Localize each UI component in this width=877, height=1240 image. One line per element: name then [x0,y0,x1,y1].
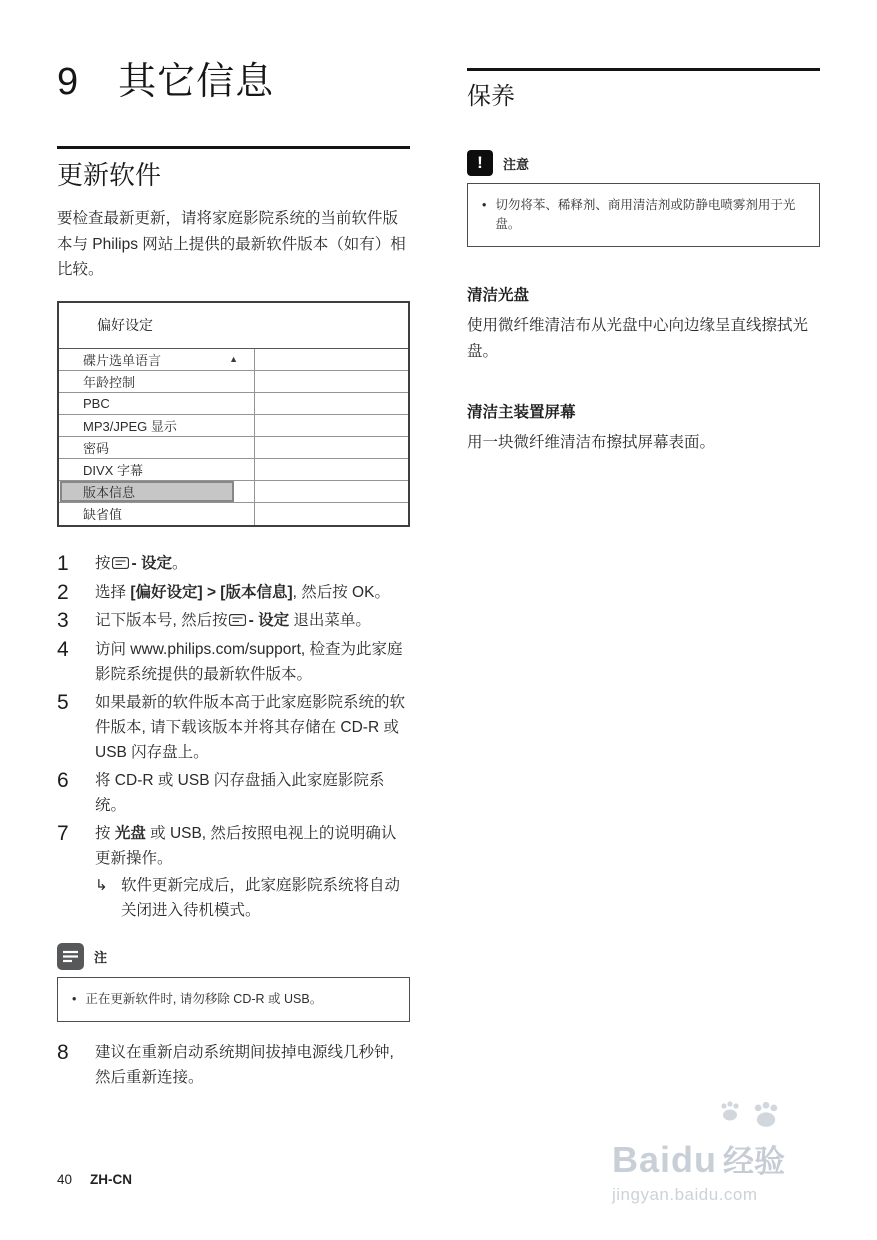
text-clean-screen: 用一块微纤维清洁布擦拭屏幕表面。 [467,434,716,451]
menu-item-label: 碟片选单语言 [83,352,162,368]
note-label: 注 [94,949,108,965]
caution-box [467,183,820,247]
caution-header [467,150,820,176]
setup-button-icon [112,552,129,577]
menu-item-label: MP3/JPEG 显示 [83,418,177,434]
menu-item-parental-control [59,371,408,393]
menu-item-default [59,503,408,525]
menu-item-pbc [59,393,408,415]
step-4 [57,637,410,687]
menu-item-label: DIVX 字幕 [83,462,143,478]
step-text: 按 [95,554,111,572]
step-text-bold: [偏好设定] > [版本信息] [130,583,293,601]
step-1 [57,551,410,577]
step-7 [57,821,410,923]
menu-title: 偏好设定 [59,303,408,349]
caution-label: 注意 [503,156,530,172]
section-title-maintenance: 保养 [467,83,515,110]
bullet: • [482,198,487,212]
step-result-note [95,873,410,923]
right-column [467,58,820,456]
step-2 [57,580,410,605]
instruction-steps [57,551,410,923]
intro-paragraph: 要检查最新更新，请将家庭影院系统的当前软件版本与 Philips 网站上提供的最新软件版本（如有）相比较。 [57,210,406,278]
menu-item-label: PBC [83,395,110,411]
step-number: 5 [57,690,69,714]
step-text: 记下版本号, 然后按 [95,611,228,629]
step-text-bold: 光盘 [114,824,146,842]
step-text: 按 [95,824,115,842]
step-text-bold: - 设定 [131,554,172,572]
step-number: 1 [57,551,69,575]
menu-item-version-info-selected [59,481,408,503]
step-number: 2 [57,580,69,604]
step-text: 选择 [95,583,131,601]
note-box [57,977,410,1022]
menu-item-password [59,437,408,459]
step-text: , 然后按 OK。 [292,583,390,601]
bullet: • [72,991,77,1006]
baidu-watermark [612,1100,847,1205]
step-number: 7 [57,821,69,845]
caution-text: 切勿将苯、稀释剂、商用清洁剂或防静电喷雾剂用于光盘。 [495,198,796,231]
step-number: 3 [57,608,69,632]
page-footer [57,1172,132,1187]
watermark-brand-suffix: 经验 [723,1144,786,1179]
section-rule-left [57,146,410,149]
note-text: 正在更新软件时, 请勿移除 CD-R 或 USB。 [85,991,323,1006]
page-title: 9 其它信息 [57,61,275,103]
locale-label: ZH-CN [90,1172,133,1187]
step-text: 退出菜单。 [289,611,371,629]
paw-icons [652,1100,847,1134]
menu-item-label: 年龄控制 [83,374,136,390]
step-5 [57,690,410,765]
step-text: 。 [171,554,188,572]
step-text: 如果最新的软件版本高于此家庭影院系统的软件版本, 请下载该版本并将其存储在 CD-R 或 USB 闪存盘上。 [95,693,406,761]
menu-item-label: 版本信息 [83,484,136,500]
menu-item-divx-subtitle [59,459,408,481]
result-arrow-icon: ↳ [95,876,108,894]
scroll-up-icon: ▲ [229,354,238,364]
step-number: 6 [57,768,69,792]
left-column [57,58,410,1093]
watermark-url: jingyan.baidu.com [612,1185,758,1204]
section-title-update-software: 更新软件 [57,160,162,190]
menu-item-disc-menu-language [59,349,408,371]
step-text: 将 CD-R 或 USB 闪存盘插入此家庭影院系统。 [95,771,385,814]
caution-icon: ! [467,150,493,176]
paw-icon [749,1100,783,1134]
step-text: 建议在重新启动系统期间拔掉电源线几秒钟, 然后重新连接。 [95,1043,394,1086]
heading-clean-screen: 清洁主装置屏幕 [467,404,576,421]
paw-icon [717,1100,743,1126]
step-text-bold: - 设定 [248,611,290,629]
text-clean-discs: 使用微纤维清洁布从光盘中心向边缘呈直线擦拭光盘。 [467,317,809,360]
step-3 [57,608,410,634]
menu-item-label: 缺省值 [83,507,123,522]
step-text: 访问 www.philips.com/support, 检查为此家庭影院系统提供的最新软件版本。 [95,640,403,683]
step-8 [57,1040,410,1090]
watermark-brand: Baidu [612,1139,718,1180]
note-header [57,943,410,970]
menu-item-label: 密码 [83,440,110,456]
section-rule-right [467,68,820,71]
menu-item-mp3-jpeg-display [59,415,408,437]
step-text: 或 USB, 然后按照电视上的说明确认更新操作。 [95,824,397,867]
note-icon [57,943,84,970]
step-number: 4 [57,637,69,661]
page-number: 40 [57,1172,73,1187]
step-6 [57,768,410,818]
setup-button-icon [229,609,246,634]
settings-menu-screenshot [57,301,410,527]
heading-clean-discs: 清洁光盘 [467,287,530,304]
step-number: 8 [57,1040,69,1064]
step-result-text: 软件更新完成后，此家庭影院系统将自动关闭进入待机模式。 [121,876,401,919]
